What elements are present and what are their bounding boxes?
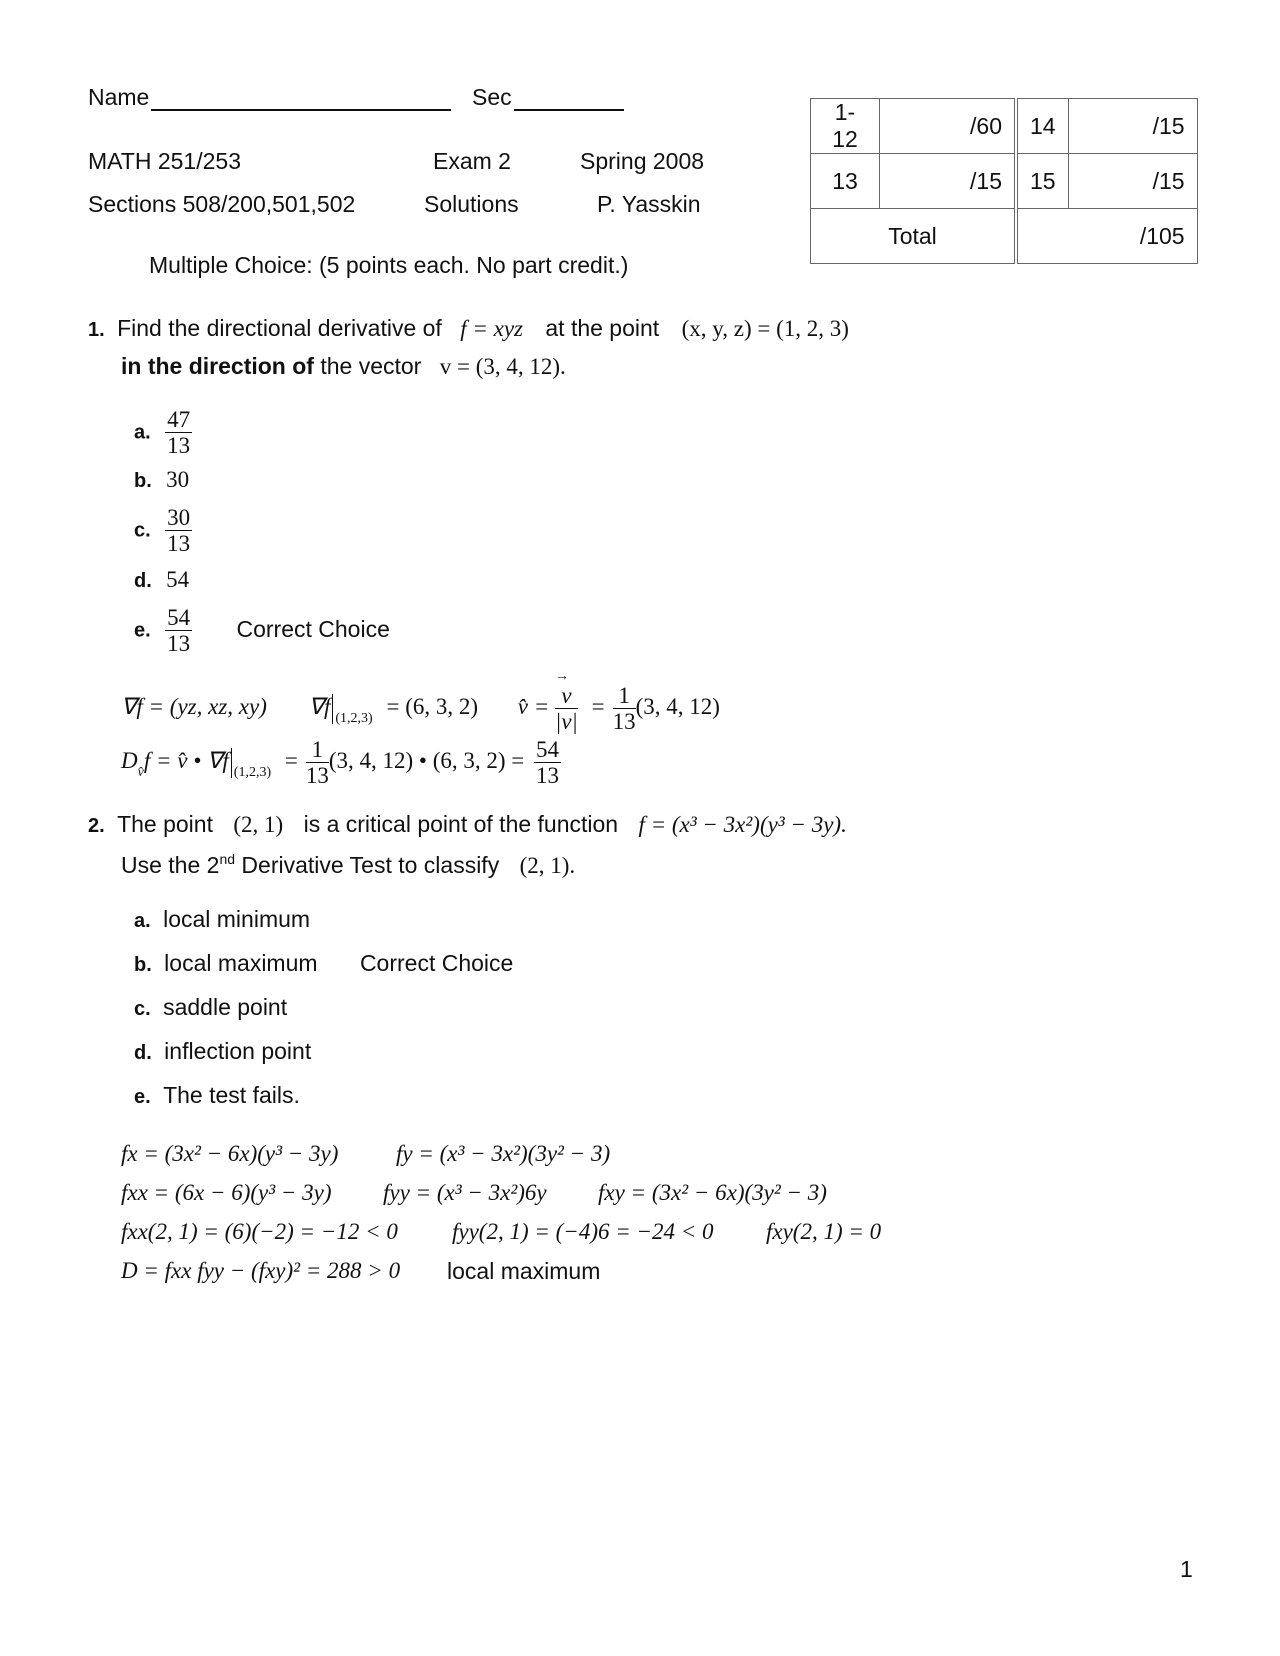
fraction: $\frac{30}{13}$ <box>167 505 191 556</box>
choice-a[interactable] <box>134 906 310 933</box>
solutions-label: Solutions <box>424 191 519 217</box>
course: MATH 251/253 <box>88 148 241 174</box>
sec-blank[interactable] <box>514 87 624 111</box>
fyy-expr: fyy = (x³ − 3x²)6y <box>383 1180 547 1205</box>
choice-label: c. <box>134 519 151 542</box>
choice-value: 54 <box>166 567 190 592</box>
total-value: /105 <box>1016 209 1197 264</box>
unit-vector-value: (3, 4, 12) <box>635 693 720 719</box>
q1-bold-text: in the direction of <box>121 353 314 379</box>
choice-e[interactable] <box>134 1082 300 1109</box>
q1-number: 1. <box>88 319 105 341</box>
choice-c[interactable] <box>134 506 192 555</box>
choice-d[interactable] <box>134 1038 311 1065</box>
choice-b[interactable] <box>134 466 189 493</box>
exam: Exam 2 <box>433 148 511 174</box>
score-cell: /15 <box>1068 99 1197 154</box>
sec-field <box>472 84 624 111</box>
gradient-expr: ∇f = (yz, xz, xy) <box>121 693 267 719</box>
q2-number: 2. <box>88 815 105 837</box>
q2-line2 <box>121 851 575 879</box>
choice-text: local maximum <box>164 950 318 976</box>
page-number: 1 <box>1180 1556 1193 1582</box>
q1-text: Find the directional derivative of <box>117 315 442 341</box>
choice-label: c. <box>134 998 151 1020</box>
fxy-value: fxy(2, 1) = 0 <box>766 1219 882 1244</box>
sec-label: Sec <box>472 84 512 110</box>
q1-line1 <box>88 315 849 342</box>
choice-label: b. <box>134 954 152 976</box>
score-cell: 14 <box>1016 99 1068 154</box>
choice-text: local minimum <box>163 906 311 932</box>
score-table <box>810 98 1198 264</box>
q2-text: The point <box>117 811 213 837</box>
q1-function: f = xyz <box>460 316 523 341</box>
name-blank[interactable] <box>151 87 451 111</box>
choice-label: d. <box>134 1042 152 1064</box>
q1-text: at the point <box>545 315 660 341</box>
choice-a[interactable] <box>134 408 192 457</box>
fy-expr: fy = (x³ − 3x²)(3y² − 3) <box>396 1141 611 1166</box>
fraction: → $\frac{v}{|v|}$ <box>555 684 578 733</box>
score-cell: /15 <box>1068 154 1197 209</box>
dir-deriv-D: D <box>121 747 138 773</box>
choice-label: a. <box>134 421 151 444</box>
q1-work-line2: $D_{v̂}f$ = v̂ • ∇f $_{(1,2,3)}$ = $\frac{1}{13}$ (3, 4, 12) • (6, 3, 2) = $\frac{54}{13}$ <box>121 737 560 788</box>
eval-point: (1,2,3) <box>233 764 272 780</box>
gradient-value: = (6, 3, 2) <box>386 693 479 719</box>
fraction: $\frac{47}{13}$ <box>167 407 191 458</box>
q2-text: is a critical point of the function <box>303 811 619 837</box>
q2-point: (2, 1) <box>233 812 284 837</box>
eval-bar <box>332 694 333 724</box>
correct-choice-note: Correct Choice <box>359 950 514 976</box>
score-cell: 1-12 <box>811 99 880 154</box>
q2-function: f = (x³ − 3x²)(y³ − 3y). <box>638 812 847 837</box>
term: Spring 2008 <box>580 148 705 174</box>
eval-bar <box>231 748 232 778</box>
choice-label: e. <box>134 1086 151 1108</box>
sections: Sections 508/200,501,502 <box>88 191 356 217</box>
choice-text: inflection point <box>164 1038 312 1064</box>
fxy-expr: fxy = (3x² − 6x)(3y² − 3) <box>598 1180 827 1205</box>
fx-expr: fx = (3x² − 6x)(y³ − 3y) <box>121 1141 339 1166</box>
correct-choice-note: Correct Choice <box>236 615 390 642</box>
score-cell: /60 <box>880 99 1017 154</box>
score-cell: /15 <box>880 154 1017 209</box>
q1-point: (x, y, z) = (1, 2, 3) <box>681 316 849 341</box>
q1-work-line1: ∇f = (yz, xz, xy) ∇f $_{(1,2,3)}$ = (6, 3, 2) v̂ = → $\frac{v}{|v|}$ = $\frac{1}{13}$ (3, 4, 12) <box>121 684 720 733</box>
choice-e[interactable] <box>134 606 390 655</box>
name-label: Name <box>88 84 150 110</box>
fraction: $\frac{54}{13}$ <box>536 737 560 788</box>
choice-value: 30 <box>166 467 190 492</box>
gradient-eval: ∇f <box>308 693 331 719</box>
dir-deriv-sub: v̂ <box>137 764 144 780</box>
eval-point: (1,2,3) <box>335 710 373 726</box>
fraction: $\frac{1}{13}$ <box>305 737 329 788</box>
q2-line1 <box>88 811 847 838</box>
score-row <box>811 154 1198 209</box>
score-cell: 15 <box>1016 154 1068 209</box>
score-row <box>811 209 1198 264</box>
q1-text: the vector <box>320 353 422 379</box>
fraction: $\frac{1}{13}$ <box>612 683 636 734</box>
instructions: Multiple Choice: (5 points each. No part credit.) <box>149 252 629 278</box>
q2-sup: nd <box>219 851 236 867</box>
choice-label: a. <box>134 910 151 932</box>
choice-b[interactable] <box>134 950 513 977</box>
fyy-value: fyy(2, 1) = (−4)6 = −24 < 0 <box>452 1219 714 1244</box>
choice-c[interactable] <box>134 994 287 1021</box>
choice-label: e. <box>134 619 151 642</box>
score-row <box>811 99 1198 154</box>
discriminant: D = fxx fyy − (fxy)² = 288 > 0 <box>121 1258 401 1283</box>
fxx-expr: fxx = (6x − 6)(y³ − 3y) <box>121 1180 332 1205</box>
instructor: P. Yasskin <box>597 191 701 217</box>
fraction: $\frac{54}{13}$ <box>167 605 191 656</box>
choice-text: The test fails. <box>163 1082 300 1108</box>
choice-label: d. <box>134 570 152 592</box>
score-cell: 13 <box>811 154 880 209</box>
total-label: Total <box>811 209 1017 264</box>
q1-vector: v = (3, 4, 12). <box>439 354 566 379</box>
q2-text: Derivative Test to classify <box>241 852 500 878</box>
choice-text: saddle point <box>163 994 288 1020</box>
name-field <box>88 84 451 111</box>
dir-deriv-expr: f = v̂ • ∇f <box>143 747 229 773</box>
q1-line2 <box>121 353 566 380</box>
choice-d[interactable] <box>134 566 189 593</box>
unit-vector-lhs: v̂ = <box>517 693 550 719</box>
choice-label: b. <box>134 470 152 492</box>
q2-text: Use the 2 <box>121 852 220 878</box>
conclusion: local maximum <box>447 1258 601 1284</box>
q2-point: (2, 1). <box>519 853 576 878</box>
dir-deriv-product: (3, 4, 12) • (6, 3, 2) = <box>328 747 525 773</box>
fxx-value: fxx(2, 1) = (6)(−2) = −12 < 0 <box>121 1219 398 1244</box>
